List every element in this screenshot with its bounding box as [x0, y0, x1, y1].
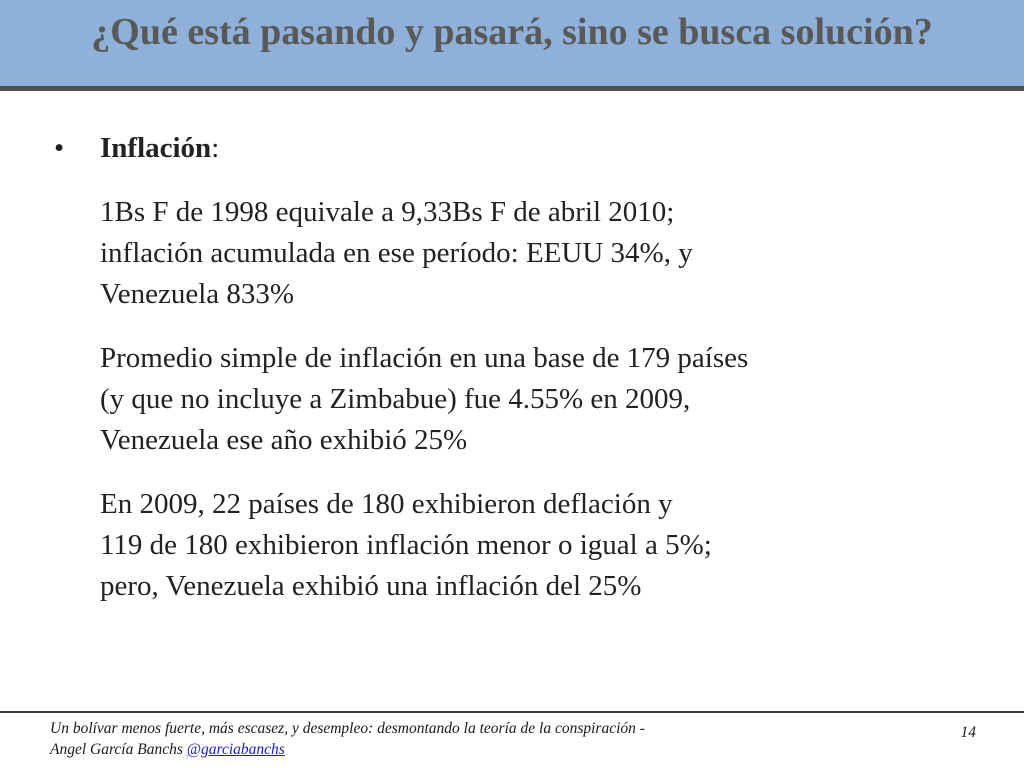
page-number: 14: [960, 724, 976, 741]
paragraph-average-inflation: [100, 338, 900, 461]
paragraph-line: 119 de 180 exhibieron inflación menor o igual a 5%;: [100, 529, 712, 561]
bullet-item-inflation: [54, 128, 954, 169]
slide-body: [54, 128, 954, 607]
bullet-heading-suffix: :: [211, 132, 220, 164]
paragraph-line: En 2009, 22 países de 180 exhibieron deflación y: [100, 488, 673, 520]
footer-line-title: Un bolívar menos fuerte, más escasez, y desempleo: desmontando la teoría de la conspiración -: [50, 720, 645, 737]
paragraph-deflation-comparison: [100, 484, 900, 607]
paragraph-line: Promedio simple de inflación en una base de 179 países: [100, 342, 749, 374]
twitter-handle-link[interactable]: @garciabanchs: [186, 741, 285, 758]
paragraph-line: pero, Venezuela exhibió una inflación del 25%: [100, 570, 642, 602]
footer-line-author: [50, 739, 645, 760]
paragraph-line: 1Bs F de 1998 equivale a 9,33Bs F de abril 2010;: [100, 196, 675, 228]
bullet-heading-wrap: [100, 128, 219, 169]
footer-divider: [0, 711, 1024, 713]
slide-title: ¿Qué está pasando y pasará, sino se busca solución?: [91, 11, 933, 53]
paragraph-line: (y que no incluye a Zimbabue) fue 4.55% en 2009,: [100, 383, 691, 415]
title-divider: [0, 86, 1024, 91]
bullet-marker: •: [54, 132, 65, 164]
paragraph-line: Venezuela ese año exhibió 25%: [100, 424, 468, 456]
paragraph-line: inflación acumulada en ese período: EEUU 34%, y: [100, 237, 693, 269]
bullet-heading: Inflación: [100, 132, 212, 164]
footer-author: Angel García Banchs: [50, 741, 187, 758]
footer-citation: [50, 718, 645, 760]
paragraph-line: Venezuela 833%: [100, 278, 295, 310]
paragraph-exchange-value: [100, 192, 900, 315]
title-bar: [0, 0, 1024, 86]
